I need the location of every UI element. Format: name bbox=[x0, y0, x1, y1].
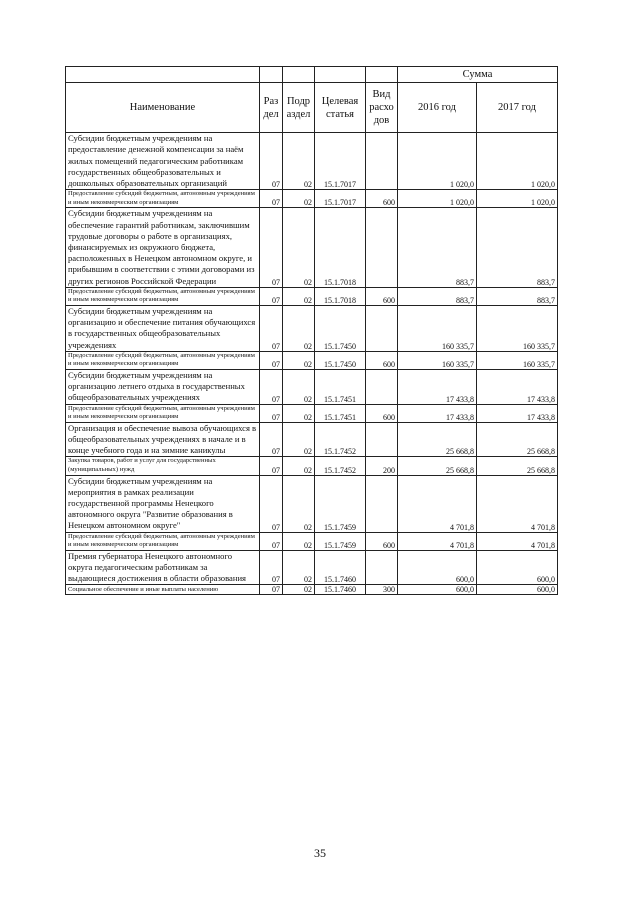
row-value-2017: 600,0 bbox=[477, 585, 558, 595]
row-razdel: 07 bbox=[260, 585, 283, 595]
row-vid: 600 bbox=[366, 532, 398, 550]
row-podrazdel: 02 bbox=[283, 457, 315, 475]
row-value-2016: 160 335,7 bbox=[398, 305, 477, 351]
row-name: Субсидии бюджетным учреждениям на обеспечение гарантий работникам, заключившим трудовые договоры о работе в организациях, финансируемых из окружного бюджета, расположенных в Ненецком автономном округе, и прибывшим в соответствии с этими договорами из других регионов Российской Федерации bbox=[66, 208, 260, 287]
row-razdel: 07 bbox=[260, 457, 283, 475]
row-value-2016: 25 668,8 bbox=[398, 457, 477, 475]
table-row bbox=[66, 369, 558, 404]
table-row bbox=[66, 351, 558, 369]
row-value-2016: 1 020,0 bbox=[398, 133, 477, 190]
row-podrazdel: 02 bbox=[283, 305, 315, 351]
row-value-2017: 600,0 bbox=[477, 550, 558, 585]
row-value-2016: 25 668,8 bbox=[398, 422, 477, 457]
header-year-2016: 2016 год bbox=[398, 83, 477, 133]
row-target: 15.1.7018 bbox=[315, 287, 366, 305]
row-value-2016: 4 701,8 bbox=[398, 532, 477, 550]
row-vid bbox=[366, 475, 398, 532]
row-target: 15.1.7450 bbox=[315, 351, 366, 369]
row-vid: 300 bbox=[366, 585, 398, 595]
row-razdel: 07 bbox=[260, 351, 283, 369]
row-vid bbox=[366, 550, 398, 585]
row-podrazdel: 02 bbox=[283, 287, 315, 305]
row-name: Субсидии бюджетным учреждениям на организацию и обеспечение питания обучающихся в государственных общеобразовательных учреждениях bbox=[66, 305, 260, 351]
row-target: 15.1.7460 bbox=[315, 550, 366, 585]
row-name: Субсидии бюджетным учреждениям на мероприятия в рамках реализации государственной программы Ненецкого автономного округа "Развитие образования в Ненецком автономном округе" bbox=[66, 475, 260, 532]
row-podrazdel: 02 bbox=[283, 404, 315, 422]
row-razdel: 07 bbox=[260, 475, 283, 532]
header-vid: Вид расхо дов bbox=[366, 83, 398, 133]
row-target: 15.1.7459 bbox=[315, 475, 366, 532]
row-name: Социальное обеспечение и иные выплаты населению bbox=[66, 585, 260, 595]
table-row bbox=[66, 190, 558, 208]
page-number: 35 bbox=[314, 846, 326, 860]
row-name: Закупка товаров, работ и услуг для государственных (муниципальных) нужд bbox=[66, 457, 260, 475]
row-value-2017: 883,7 bbox=[477, 208, 558, 287]
row-target: 15.1.7451 bbox=[315, 369, 366, 404]
row-podrazdel: 02 bbox=[283, 550, 315, 585]
table-row bbox=[66, 550, 558, 585]
row-value-2017: 160 335,7 bbox=[477, 305, 558, 351]
row-podrazdel: 02 bbox=[283, 422, 315, 457]
row-value-2017: 4 701,8 bbox=[477, 475, 558, 532]
table-row bbox=[66, 208, 558, 287]
row-podrazdel: 02 bbox=[283, 190, 315, 208]
row-value-2017: 883,7 bbox=[477, 287, 558, 305]
row-value-2017: 1 020,0 bbox=[477, 190, 558, 208]
row-vid: 600 bbox=[366, 287, 398, 305]
row-name: Предоставление субсидий бюджетным, автономным учреждениям и иным некоммерческим организациям bbox=[66, 404, 260, 422]
row-razdel: 07 bbox=[260, 133, 283, 190]
row-value-2016: 600,0 bbox=[398, 585, 477, 595]
header-blank bbox=[315, 67, 366, 83]
header-blank bbox=[66, 67, 260, 83]
table-body bbox=[66, 133, 558, 595]
table-row bbox=[66, 585, 558, 595]
row-razdel: 07 bbox=[260, 532, 283, 550]
row-podrazdel: 02 bbox=[283, 585, 315, 595]
row-value-2017: 17 433,8 bbox=[477, 369, 558, 404]
row-vid: 600 bbox=[366, 404, 398, 422]
row-value-2016: 160 335,7 bbox=[398, 351, 477, 369]
row-target: 15.1.7018 bbox=[315, 208, 366, 287]
table-row bbox=[66, 404, 558, 422]
row-target: 15.1.7460 bbox=[315, 585, 366, 595]
table-row bbox=[66, 422, 558, 457]
row-name: Предоставление субсидий бюджетным, автономным учреждениям и иным некоммерческим организациям bbox=[66, 190, 260, 208]
header-blank bbox=[283, 67, 315, 83]
row-vid bbox=[366, 422, 398, 457]
row-name: Субсидии бюджетным учреждениям на организацию летнего отдыха в государственных общеобразовательных учреждениях bbox=[66, 369, 260, 404]
row-podrazdel: 02 bbox=[283, 133, 315, 190]
header-name: Наименование bbox=[66, 83, 260, 133]
row-name: Организация и обеспечение вывоза обучающихся в общеобразовательных учреждениях в начале и в конце учебного года и на зимние каникулы bbox=[66, 422, 260, 457]
row-podrazdel: 02 bbox=[283, 475, 315, 532]
row-name: Предоставление субсидий бюджетным, автономным учреждениям и иным некоммерческим организациям bbox=[66, 351, 260, 369]
row-value-2016: 17 433,8 bbox=[398, 404, 477, 422]
row-razdel: 07 bbox=[260, 369, 283, 404]
header-razdel: Раз дел bbox=[260, 83, 283, 133]
row-vid bbox=[366, 369, 398, 404]
row-value-2016: 600,0 bbox=[398, 550, 477, 585]
header-podrazdel: Подр аздел bbox=[283, 83, 315, 133]
budget-table bbox=[65, 66, 558, 595]
row-podrazdel: 02 bbox=[283, 532, 315, 550]
table-row bbox=[66, 457, 558, 475]
header-year-2017: 2017 год bbox=[477, 83, 558, 133]
header-blank bbox=[260, 67, 283, 83]
row-target: 15.1.7459 bbox=[315, 532, 366, 550]
row-vid: 600 bbox=[366, 190, 398, 208]
row-podrazdel: 02 bbox=[283, 208, 315, 287]
row-razdel: 07 bbox=[260, 208, 283, 287]
table-row bbox=[66, 475, 558, 532]
row-target: 15.1.7452 bbox=[315, 422, 366, 457]
row-razdel: 07 bbox=[260, 305, 283, 351]
table-row bbox=[66, 133, 558, 190]
row-value-2016: 883,7 bbox=[398, 208, 477, 287]
row-target: 15.1.7452 bbox=[315, 457, 366, 475]
row-value-2017: 1 020,0 bbox=[477, 133, 558, 190]
row-vid bbox=[366, 133, 398, 190]
row-value-2017: 4 701,8 bbox=[477, 532, 558, 550]
row-target: 15.1.7017 bbox=[315, 190, 366, 208]
row-value-2016: 883,7 bbox=[398, 287, 477, 305]
row-value-2017: 160 335,7 bbox=[477, 351, 558, 369]
row-value-2017: 25 668,8 bbox=[477, 422, 558, 457]
row-value-2016: 17 433,8 bbox=[398, 369, 477, 404]
row-value-2016: 4 701,8 bbox=[398, 475, 477, 532]
row-vid: 600 bbox=[366, 351, 398, 369]
row-podrazdel: 02 bbox=[283, 351, 315, 369]
row-name: Субсидии бюджетным учреждениям на предоставление денежной компенсации за наём жилых помещений педагогическим работникам государственных общеобразовательных и дошкольных образовательных организаций bbox=[66, 133, 260, 190]
row-value-2017: 17 433,8 bbox=[477, 404, 558, 422]
header-target: Целевая статья bbox=[315, 83, 366, 133]
row-target: 15.1.7451 bbox=[315, 404, 366, 422]
row-razdel: 07 bbox=[260, 190, 283, 208]
row-vid: 200 bbox=[366, 457, 398, 475]
row-razdel: 07 bbox=[260, 550, 283, 585]
row-razdel: 07 bbox=[260, 287, 283, 305]
table-row bbox=[66, 287, 558, 305]
table-row bbox=[66, 532, 558, 550]
table-row bbox=[66, 305, 558, 351]
row-value-2016: 1 020,0 bbox=[398, 190, 477, 208]
header-sum: Сумма bbox=[398, 67, 558, 83]
row-razdel: 07 bbox=[260, 422, 283, 457]
row-podrazdel: 02 bbox=[283, 369, 315, 404]
row-target: 15.1.7450 bbox=[315, 305, 366, 351]
row-razdel: 07 bbox=[260, 404, 283, 422]
row-name: Предоставление субсидий бюджетным, автономным учреждениям и иным некоммерческим организациям bbox=[66, 532, 260, 550]
row-name: Премия губернатора Ненецкого автономного округа педагогическим работникам за выдающиеся достижения в области образования bbox=[66, 550, 260, 585]
row-name: Предоставление субсидий бюджетным, автономным учреждениям и иным некоммерческим организациям bbox=[66, 287, 260, 305]
row-value-2017: 25 668,8 bbox=[477, 457, 558, 475]
header-blank bbox=[366, 67, 398, 83]
row-vid bbox=[366, 208, 398, 287]
row-target: 15.1.7017 bbox=[315, 133, 366, 190]
row-vid bbox=[366, 305, 398, 351]
